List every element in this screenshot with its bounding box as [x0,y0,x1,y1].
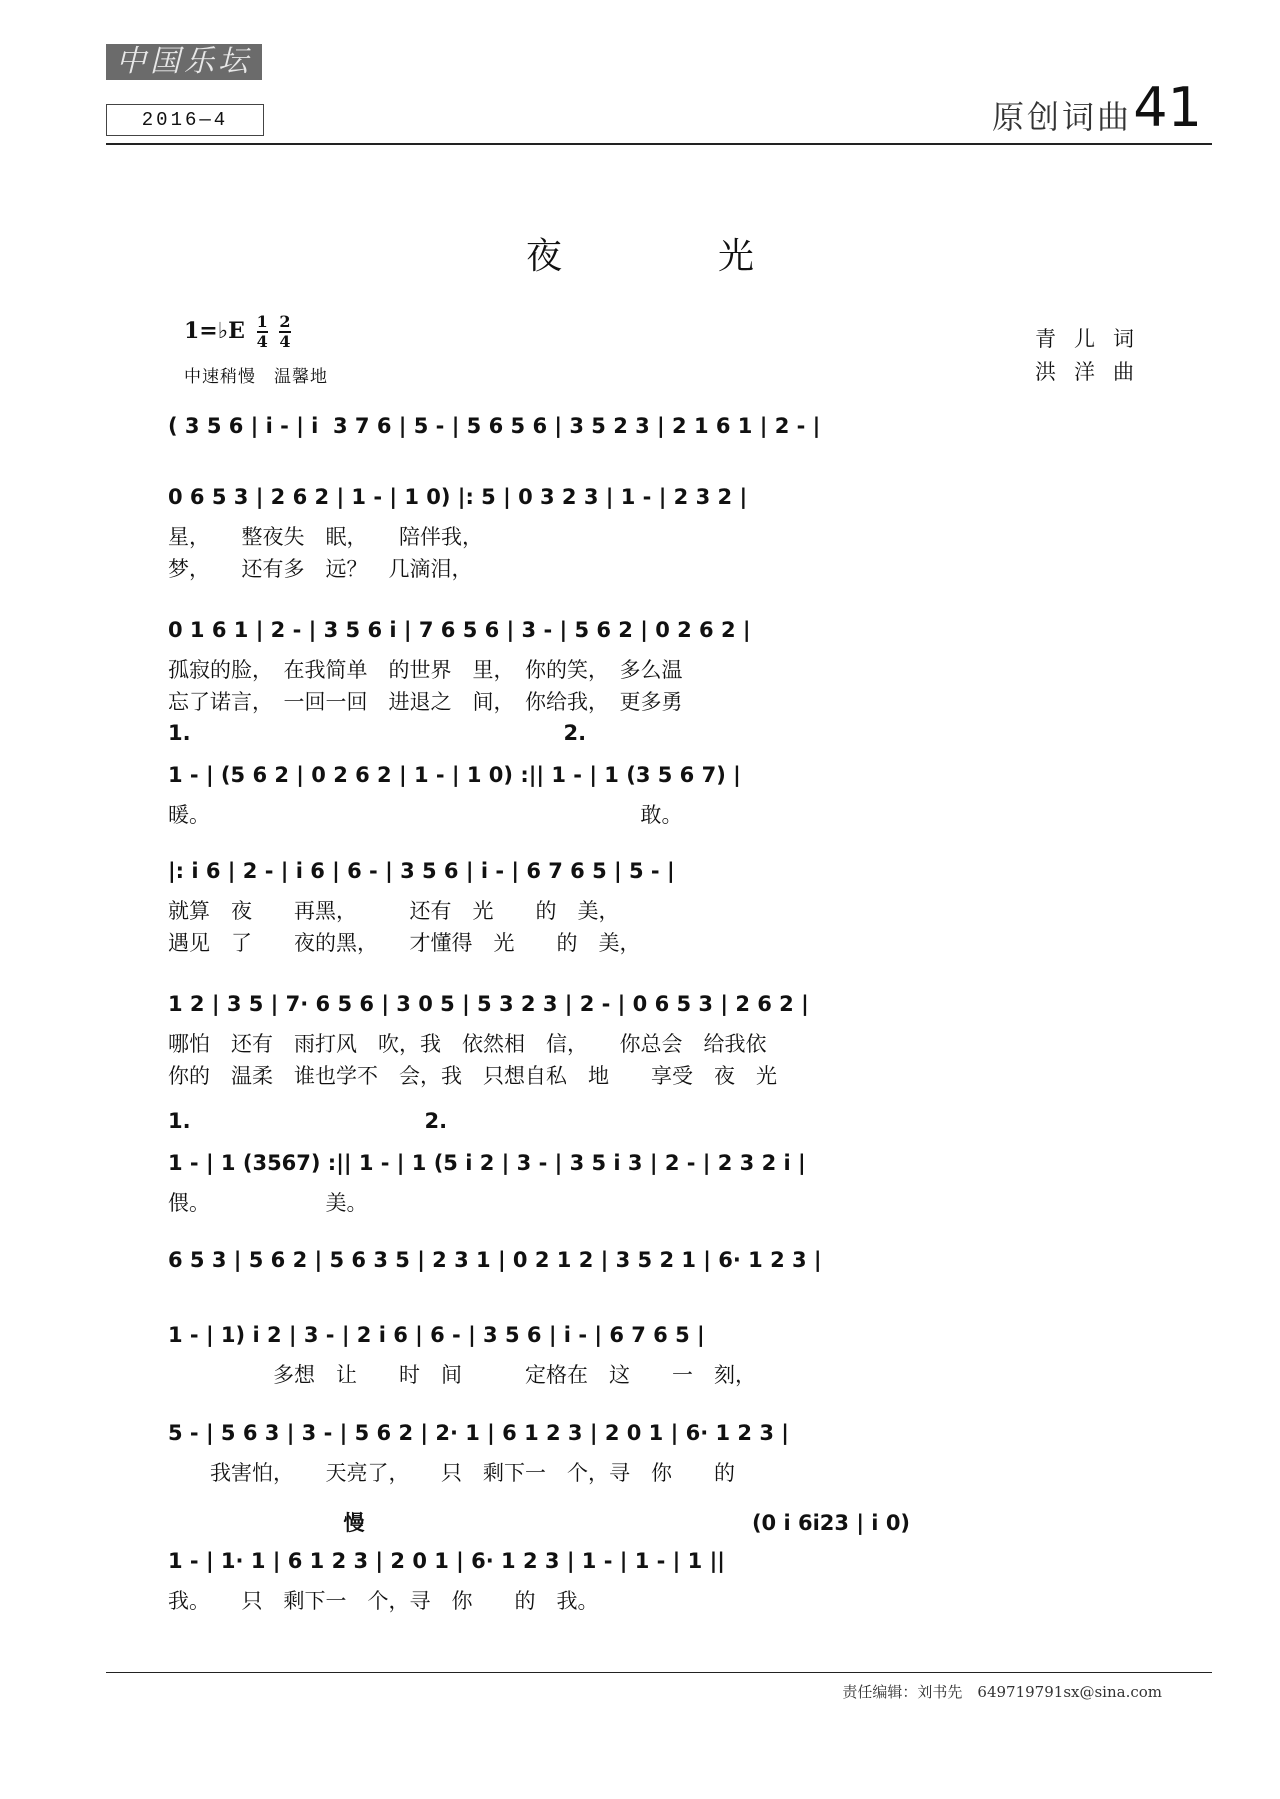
lyric-line: 哪怕 还有 雨打风 吹，我 依然相 信， 你总会 给我依 [168,1032,767,1056]
lyric-line: 多想 让 时 间 定格在 这 一 刻， [168,1363,756,1387]
footer-rule [106,1672,1212,1673]
notation-line: 1 - | 1) i 2 | 3 - | 2 i 6 | 6 - | 3 5 6 | i - | 6 7 6 5 | [168,1323,705,1347]
section-title: 原创词曲 [991,98,1132,136]
key-signature [184,313,291,351]
lyric-line: 偎。 美。 [168,1191,368,1215]
lyric-line: 我害怕， 天亮了， 只 剩下一 个，寻 你 的 [168,1461,735,1485]
notation-line: 1 - | 1· 1 | 6 1 2 3 | 2 0 1 | 6· 1 2 3 | 1 - | 1 - | 1 || [168,1549,725,1573]
composer-credit: 洪洋曲 [1035,360,1152,384]
page-number: 41 [1133,76,1202,139]
lyric-line: 我。 只 剩下一 个，寻 你 的 我。 [168,1589,599,1613]
notation-line: 1 - | 1 (3567) :|| 1 - | 1 (5 i 2 | 3 - | 3 5 i 3 | 2 - | 2 3 2 i | [168,1151,806,1175]
lyric-line: 暖。 敢。 [168,803,683,827]
time-signature-1: $\frac{1}{4}$ [256,312,268,351]
lyricist-credit: 青儿词 [1035,327,1152,351]
notation-line: 慢 (0 i 6i23 | i 0) [168,1511,911,1535]
magazine-logo: 中国乐坛 [106,44,262,80]
notation-line: 1. 2. [168,721,587,745]
notation-line: 1 - | (5 6 2 | 0 2 6 2 | 1 - | 1 0) :|| 1 - | 1 (3 5 6 7) | [168,763,741,787]
key-label: 1=♭E [184,318,245,344]
header-rule [106,143,1212,145]
lyric-line: 你的 温柔 谁也学不 会，我 只想自私 地 享受 夜 光 [168,1064,777,1088]
tempo-marking: 中速稍慢 温馨地 [184,367,328,387]
lyric-line: 梦， 还有多 远？ 几滴泪， [168,557,473,581]
lyric-line: 星， 整夜失 眠， 陪伴我， [168,525,483,549]
lyric-line: 忘了诺言， 一回一回 进退之 间， 你给我， 更多勇 [168,690,683,714]
lyric-line: 孤寂的脸， 在我简单 的世界 里， 你的笑， 多么温 [168,658,683,682]
issue-number: 2016—4 [106,104,264,136]
lyric-line: 就算 夜 再黑， 还有 光 的 美， [168,899,620,923]
editor-credit: 责任编辑：刘书先 649719791sx@sina.com [842,1683,1162,1701]
notation-line: 1. 2. [168,1109,448,1133]
notation-line: |: i 6 | 2 - | i 6 | 6 - | 3 5 6 | i - | 6 7 6 5 | 5 - | [168,859,675,883]
notation-line: 0 6 5 3 | 2 6 2 | 1 - | 1 0) |: 5 | 0 3 2 3 | 1 - | 2 3 2 | [168,485,748,509]
notation-line: 6 5 3 | 5 6 2 | 5 6 3 5 | 2 3 1 | 0 2 1 2 | 3 5 2 1 | 6· 1 2 3 | [168,1248,822,1272]
notation-line: 5 - | 5 6 3 | 3 - | 5 6 2 | 2· 1 | 6 1 2 3 | 2 0 1 | 6· 1 2 3 | [168,1421,789,1445]
notation-line: 1 2 | 3 5 | 7· 6 5 6 | 3 0 5 | 5 3 2 3 | 2 - | 0 6 5 3 | 2 6 2 | [168,992,809,1016]
time-signature-2: $\frac{2}{4}$ [279,312,291,351]
lyric-line: 遇见 了 夜的黑， 才懂得 光 的 美， [168,931,641,955]
song-title: 夜 光 [525,236,814,277]
notation-line: 0 1 6 1 | 2 - | 3 5 6 i | 7 6 5 6 | 3 - | 5 6 2 | 0 2 6 2 | [168,618,751,642]
notation-line: ( 3 5 6 | i - | i 3 7 6 | 5 - | 5 6 5 6 | 3 5 2 3 | 2 1 6 1 | 2 - | [168,414,821,438]
